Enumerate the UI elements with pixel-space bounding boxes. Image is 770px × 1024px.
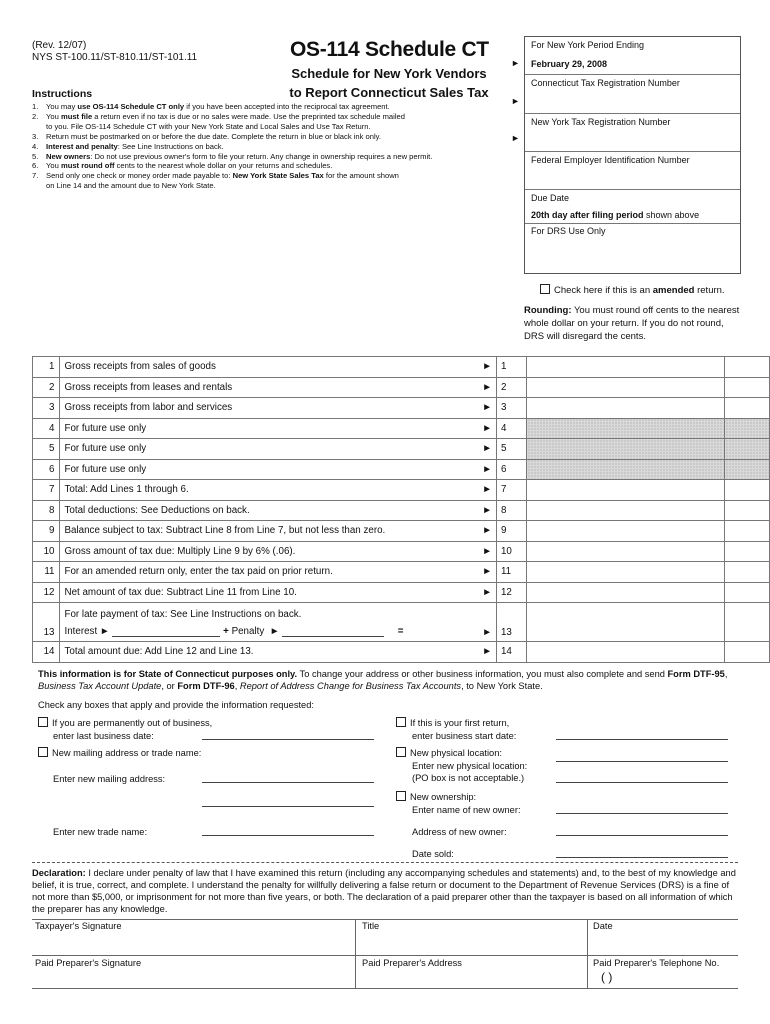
penalty-input[interactable] (282, 628, 384, 637)
line-cents-field[interactable] (725, 357, 770, 378)
line-number: 9 (33, 521, 60, 542)
line-number: 13 (33, 603, 60, 642)
line-description: For future use only (59, 439, 480, 460)
instruction-item: 7. Send only one check or money order made payable to: New York State Sales Tax for the amount shown (32, 171, 399, 181)
line-number: 10 (33, 541, 60, 562)
new-owner-address-input[interactable] (556, 834, 728, 836)
tax-line-row (33, 562, 770, 583)
arrow-right-icon: ► (269, 626, 280, 637)
line-cents-field[interactable] (725, 500, 770, 521)
line-description: Total: Add Lines 1 through 6. (59, 480, 480, 501)
revision-date: (Rev. 12/07) (32, 40, 87, 51)
line-amount-field[interactable] (527, 398, 725, 419)
line-number: 1 (33, 357, 60, 378)
new-physical-location-input-2[interactable] (556, 781, 728, 783)
tax-line-row (33, 582, 770, 603)
line-number: 2 (33, 377, 60, 398)
instruction-item: on Line 14 and the amount due to New York State. (46, 181, 216, 191)
form-subtitle (270, 64, 508, 102)
line-description: For late payment of tax: See Line Instructions on back. Interest ► + Penalty ► = (59, 603, 480, 642)
arrow-right-icon: ► (511, 58, 520, 68)
line-number: 8 (33, 500, 60, 521)
signature-mid-rule (32, 955, 738, 956)
registration-box (524, 36, 741, 274)
first-return-checkbox[interactable] (396, 717, 406, 727)
new-mailing-address-label: Enter new mailing address: (53, 774, 166, 784)
tax-line-row (33, 398, 770, 419)
line-number: 4 (33, 418, 60, 439)
instruction-item: 1. You may use OS-114 Schedule CT only if you have been accepted into the reciprocal tax agreement. (32, 102, 390, 111)
line-cents-field[interactable] (725, 562, 770, 583)
signature-bottom-rule (32, 988, 738, 989)
instruction-item: 4. Interest and penalty: See Line Instructions on back. (32, 141, 224, 151)
new-owner-address-label: Address of new owner: (412, 827, 507, 837)
declaration-divider (32, 862, 738, 863)
line-amount-field[interactable] (527, 582, 725, 603)
line-cents-field[interactable] (725, 541, 770, 562)
new-ownership-option[interactable]: New ownership: (396, 791, 476, 803)
subtitle-line-2: to Report Connecticut Sales Tax (289, 85, 489, 100)
new-mailing-address-input-2[interactable] (202, 805, 374, 807)
tax-line-row (33, 377, 770, 398)
line-amount-field[interactable] (527, 562, 725, 583)
declaration-paragraph: Declaration: I declare under penalty of law that I have examined this return (including any accompanying schedules and statements) and, to the best of my knowledge and belief, it is true, correct, and complete. I understand the penalty for willfully delivering a false return or document to the Department of Revenue Services (DRS) is a fine of not more than $5,000, or imprisonment for not more than five years, or both. The declaration of a paid preparer other than the taxpayer is based on all information of which the preparer has any knowledge. (32, 868, 736, 914)
line-reference-number: 3 (496, 398, 526, 419)
line-amount-field (527, 459, 725, 480)
line-cents-field[interactable] (725, 582, 770, 603)
instructions-heading: Instructions (32, 88, 93, 100)
line-cents-field (725, 459, 770, 480)
new-trade-name-label: Enter new trade name: (53, 827, 148, 837)
phone-area-code[interactable]: ( ) (601, 970, 613, 984)
ny-registration-label: New York Tax Registration Number (531, 117, 671, 127)
arrow-right-icon: ► (480, 439, 496, 460)
period-ending-label: For New York Period Ending (531, 40, 645, 50)
line-amount-field[interactable] (527, 377, 725, 398)
tax-line-row (33, 521, 770, 542)
line-reference-number: 8 (496, 500, 526, 521)
form-ids: NYS ST-100.11/ST-810.11/ST-101.11 (32, 52, 198, 63)
line-reference-number: 2 (496, 377, 526, 398)
line-description: For future use only (59, 459, 480, 480)
line-description: Gross receipts from leases and rentals (59, 377, 480, 398)
arrow-right-icon: ► (480, 357, 496, 378)
new-physical-location-label: Enter new physical location: (412, 761, 528, 771)
line-number: 11 (33, 562, 60, 583)
arrow-right-icon: ► (480, 541, 496, 562)
tax-line-row (33, 418, 770, 439)
line-description: Total deductions: See Deductions on back. (59, 500, 480, 521)
line-reference-number: 4 (496, 418, 526, 439)
instruction-item: to you. File OS-114 Schedule CT with your New York State and Local Sales and Use Tax Return. (46, 121, 371, 131)
taxpayer-signature-field[interactable]: Taxpayer's Signature (35, 921, 122, 931)
line-description: Gross receipts from sales of goods (59, 357, 480, 378)
arrow-right-icon: ► (480, 642, 496, 663)
check-any-instruction: Check any boxes that apply and provide the information requested: (38, 700, 314, 710)
date-field[interactable]: Date (593, 921, 613, 931)
line-amount-field[interactable] (527, 357, 725, 378)
line-amount-field[interactable] (527, 480, 725, 501)
line-cents-field (725, 439, 770, 460)
arrow-right-icon: ► (480, 398, 496, 419)
due-date-text: 20th day after filing period shown above (531, 210, 700, 220)
revision-block (32, 40, 197, 64)
line-reference-number: 14 (496, 642, 526, 663)
line-amount-field[interactable] (527, 521, 725, 542)
tax-line-row (33, 541, 770, 562)
line-number: 14 (33, 642, 60, 663)
new-physical-location-option[interactable]: New physical location: (396, 747, 502, 759)
preparer-signature-field[interactable]: Paid Preparer's Signature (35, 958, 142, 968)
form-title: OS-114 Schedule CT (290, 38, 489, 61)
amended-checkbox[interactable] (540, 284, 550, 294)
line-reference-number: 12 (496, 582, 526, 603)
line-number: 6 (33, 459, 60, 480)
new-mailing-checkbox[interactable] (38, 747, 48, 757)
title-field[interactable]: Title (362, 921, 380, 931)
line-reference-number: 10 (496, 541, 526, 562)
line-cents-field[interactable] (725, 480, 770, 501)
business-start-date-label: enter business start date: (412, 731, 517, 741)
subtitle-line-1: Schedule for New York Vendors (291, 66, 487, 81)
amended-return-check[interactable]: Check here if this is an amended return. (540, 284, 725, 296)
line-cents-field[interactable] (725, 642, 770, 663)
tax-line-row (33, 357, 770, 378)
preparer-phone-field[interactable]: Paid Preparer's Telephone No. (593, 958, 720, 968)
tax-line-row (33, 500, 770, 521)
arrow-right-icon: ► (480, 418, 496, 439)
arrow-right-icon: ► (480, 377, 496, 398)
tax-line-row (33, 642, 770, 663)
new-mailing-address-input[interactable] (202, 781, 374, 783)
new-physical-location-checkbox[interactable] (396, 747, 406, 757)
arrow-right-icon: ► (480, 500, 496, 521)
tax-line-row (33, 480, 770, 501)
line-reference-number: 13 (496, 603, 526, 642)
date-sold-label: Date sold: (412, 849, 454, 859)
line-description: Gross amount of tax due: Multiply Line 9 by 6% (.06). (59, 541, 480, 562)
line-cents-field[interactable] (725, 398, 770, 419)
new-ownership-checkbox[interactable] (396, 791, 406, 801)
business-start-date-input[interactable] (556, 738, 728, 740)
instruction-item: 2. You must file a return even if no tax is due or no sales were made. Use the preprinted tax schedule mailed (32, 111, 405, 121)
tax-line-row (33, 439, 770, 460)
line-amount-field[interactable] (527, 541, 725, 562)
po-box-note: (PO box is not acceptable.) (412, 773, 525, 783)
line-cents-field[interactable] (725, 603, 770, 642)
arrow-right-icon: ► (511, 96, 520, 106)
tax-line-row (33, 459, 770, 480)
arrow-right-icon: ► (511, 133, 520, 143)
tax-line-row (33, 603, 770, 642)
instruction-item: 5. New owners: Do not use previous owner's form to file your return. Any change in ownership requires a new permit. (32, 151, 433, 161)
out-of-business-option[interactable]: If you are permanently out of business, (38, 717, 212, 729)
line-amount-field (527, 418, 725, 439)
last-business-date-input[interactable] (202, 738, 374, 740)
line-number: 7 (33, 480, 60, 501)
interest-input[interactable] (112, 628, 220, 637)
line-reference-number: 7 (496, 480, 526, 501)
line-description: For an amended return only, enter the tax paid on prior return. (59, 562, 480, 583)
arrow-right-icon: ► (480, 480, 496, 501)
arrow-right-icon: ► (480, 603, 496, 642)
line-reference-number: 1 (496, 357, 526, 378)
arrow-right-icon: ► (480, 459, 496, 480)
line-reference-number: 11 (496, 562, 526, 583)
new-physical-location-input[interactable] (556, 760, 728, 762)
line-description: Net amount of tax due: Subtract Line 11 from Line 10. (59, 582, 480, 603)
instructions-list (32, 102, 512, 191)
last-business-date-label: enter last business date: (53, 731, 154, 741)
arrow-right-icon: ► (480, 521, 496, 542)
arrow-right-icon: ► (99, 626, 110, 637)
period-ending-value[interactable]: February 29, 2008 (531, 59, 608, 69)
drs-use-label: For DRS Use Only (531, 226, 606, 236)
tax-lines-table (32, 356, 770, 663)
new-trade-name-input[interactable] (202, 834, 374, 836)
instruction-item: 6. You must round off cents to the nearest whole dollar on your returns and schedules. (32, 161, 333, 171)
line-cents-field[interactable] (725, 377, 770, 398)
line-number: 5 (33, 439, 60, 460)
new-mailing-option[interactable]: New mailing address or trade name: (38, 747, 201, 759)
arrow-right-icon: ► (480, 582, 496, 603)
line-amount-field[interactable] (527, 642, 725, 663)
line-number: 12 (33, 582, 60, 603)
preparer-address-field[interactable]: Paid Preparer's Address (362, 958, 462, 968)
line-reference-number: 5 (496, 439, 526, 460)
first-return-option[interactable]: If this is your first return, (396, 717, 509, 729)
line-description: For future use only (59, 418, 480, 439)
line-amount-field[interactable] (527, 603, 725, 642)
line-reference-number: 6 (496, 459, 526, 480)
line-amount-field[interactable] (527, 500, 725, 521)
line-amount-field (527, 439, 725, 460)
line-description: Total amount due: Add Line 12 and Line 13. (59, 642, 480, 663)
instruction-item: 3. Return must be postmarked on or before the due date. Complete the return in blue or black ink only. (32, 131, 382, 141)
line-description: Gross receipts from labor and services (59, 398, 480, 419)
ct-registration-label: Connecticut Tax Registration Number (531, 78, 680, 88)
line-reference-number: 9 (496, 521, 526, 542)
out-of-business-checkbox[interactable] (38, 717, 48, 727)
line-number: 3 (33, 398, 60, 419)
new-owner-name-input[interactable] (556, 812, 728, 814)
date-sold-input[interactable] (556, 856, 728, 858)
fein-label: Federal Employer Identification Number (531, 155, 690, 165)
new-owner-name-label: Enter name of new owner: (412, 805, 521, 815)
signature-top-rule (32, 919, 738, 920)
line-cents-field (725, 418, 770, 439)
info-paragraph: This information is for State of Connecticut purposes only. To change your address or other business information, you must also complete and send Form DTF-95, Business Tax Account Update, or Form DTF-96, Report of Address Change for Business Tax Accounts, to New York State. (38, 669, 728, 691)
rounding-note: Rounding: You must round off cents to the nearest whole dollar on your return. If you do not round, DRS will disregard the cents. (524, 305, 740, 342)
line-description: Balance subject to tax: Subtract Line 8 from Line 7, but not less than zero. (59, 521, 480, 542)
due-date-label: Due Date (531, 193, 570, 203)
line-cents-field[interactable] (725, 521, 770, 542)
arrow-right-icon: ► (480, 562, 496, 583)
